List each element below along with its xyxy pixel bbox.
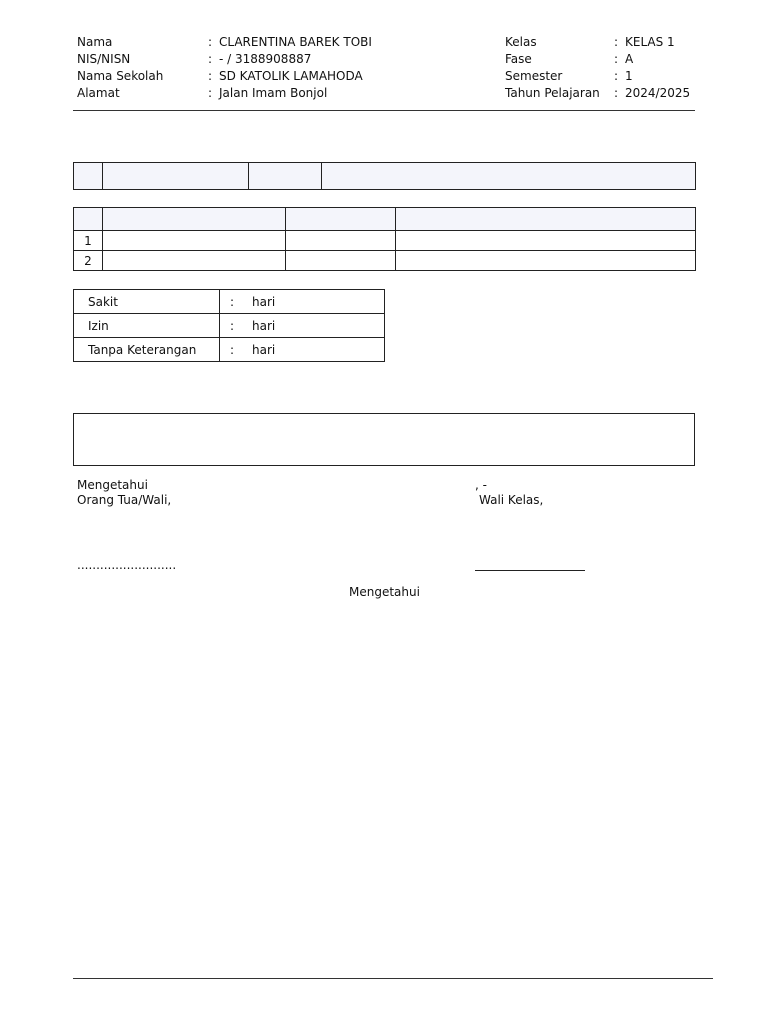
info-colon: : <box>208 69 213 83</box>
attendance-label: Tanpa Keterangan <box>74 338 220 362</box>
attendance-value-cell <box>220 290 385 314</box>
info-colon: : <box>614 35 619 49</box>
parent-signature-dots: .......................... <box>77 558 177 572</box>
table-cell <box>396 251 696 271</box>
table-cell <box>286 231 396 251</box>
empty-header-table <box>73 162 696 190</box>
info-colon: : <box>614 69 619 83</box>
student-info-left <box>77 34 477 102</box>
info-label: Semester <box>505 69 563 83</box>
info-colon: : <box>614 86 619 100</box>
attendance-label: Izin <box>74 314 220 338</box>
attendance-colon: : <box>230 294 235 309</box>
table-header-cell <box>74 208 103 231</box>
student-info-right <box>505 34 705 102</box>
table-header-row <box>74 163 696 190</box>
table-header-row <box>74 208 696 231</box>
table-cell <box>286 251 396 271</box>
attendance-colon: : <box>230 318 235 333</box>
table-cell <box>103 251 286 271</box>
info-value: Jalan Imam Bonjol <box>219 86 328 100</box>
info-row-sekolah <box>77 68 477 85</box>
info-value: A <box>625 52 634 66</box>
info-value: CLARENTINA BAREK TOBI <box>219 35 372 49</box>
attendance-value-cell <box>220 338 385 362</box>
header-divider <box>73 110 695 111</box>
info-value: KELAS 1 <box>625 35 675 49</box>
place-date: , - <box>475 478 487 492</box>
principal-heading: Mengetahui <box>349 585 420 599</box>
table-header-cell <box>286 208 396 231</box>
info-row-kelas <box>505 34 705 51</box>
info-row-nis <box>77 51 477 68</box>
info-colon: : <box>208 52 213 66</box>
info-value: 2024/2025 <box>625 86 691 100</box>
numbered-table <box>73 207 696 271</box>
table-header-cell <box>396 208 696 231</box>
parent-role: Orang Tua/Wali, <box>77 493 172 507</box>
info-row-alamat <box>77 85 477 102</box>
info-label: Nama <box>77 35 113 49</box>
info-row-tahun <box>505 85 705 102</box>
table-cell <box>74 163 103 190</box>
table-cell <box>396 231 696 251</box>
notes-box <box>73 413 695 466</box>
info-label: NIS/NISN <box>77 52 131 66</box>
info-colon: : <box>208 35 213 49</box>
attendance-row-izin <box>74 314 385 338</box>
info-value: - / 3188908887 <box>219 52 312 66</box>
teacher-role: Wali Kelas, <box>479 493 544 507</box>
attendance-value-cell <box>220 314 385 338</box>
attendance-unit: hari <box>252 318 276 333</box>
info-colon: : <box>614 52 619 66</box>
attendance-row-sakit <box>74 290 385 314</box>
attendance-row-tanpa-keterangan <box>74 338 385 362</box>
table-cell <box>103 231 286 251</box>
attendance-label: Sakit <box>74 290 220 314</box>
info-row-nama <box>77 34 477 51</box>
info-label: Tahun Pelajaran <box>505 86 600 100</box>
attendance-unit: hari <box>252 294 276 309</box>
attendance-table <box>73 289 385 362</box>
table-header-cell <box>103 208 286 231</box>
attendance-unit: hari <box>252 342 276 357</box>
info-label: Alamat <box>77 86 120 100</box>
table-cell <box>322 163 696 190</box>
teacher-signature-line <box>475 570 585 571</box>
info-value: SD KATOLIK LAMAHODA <box>219 69 363 83</box>
student-info <box>77 34 697 104</box>
info-row-fase <box>505 51 705 68</box>
parent-heading: Mengetahui <box>77 478 148 492</box>
attendance-colon: : <box>230 342 235 357</box>
info-label: Kelas <box>505 35 537 49</box>
table-row <box>74 231 696 251</box>
footer-divider <box>73 978 713 979</box>
table-cell <box>103 163 249 190</box>
table-cell <box>249 163 322 190</box>
table-row <box>74 251 696 271</box>
info-colon: : <box>208 86 213 100</box>
row-number: 2 <box>74 251 103 271</box>
info-label: Fase <box>505 52 532 66</box>
info-row-semester <box>505 68 705 85</box>
info-value: 1 <box>625 69 633 83</box>
info-label: Nama Sekolah <box>77 69 164 83</box>
row-number: 1 <box>74 231 103 251</box>
